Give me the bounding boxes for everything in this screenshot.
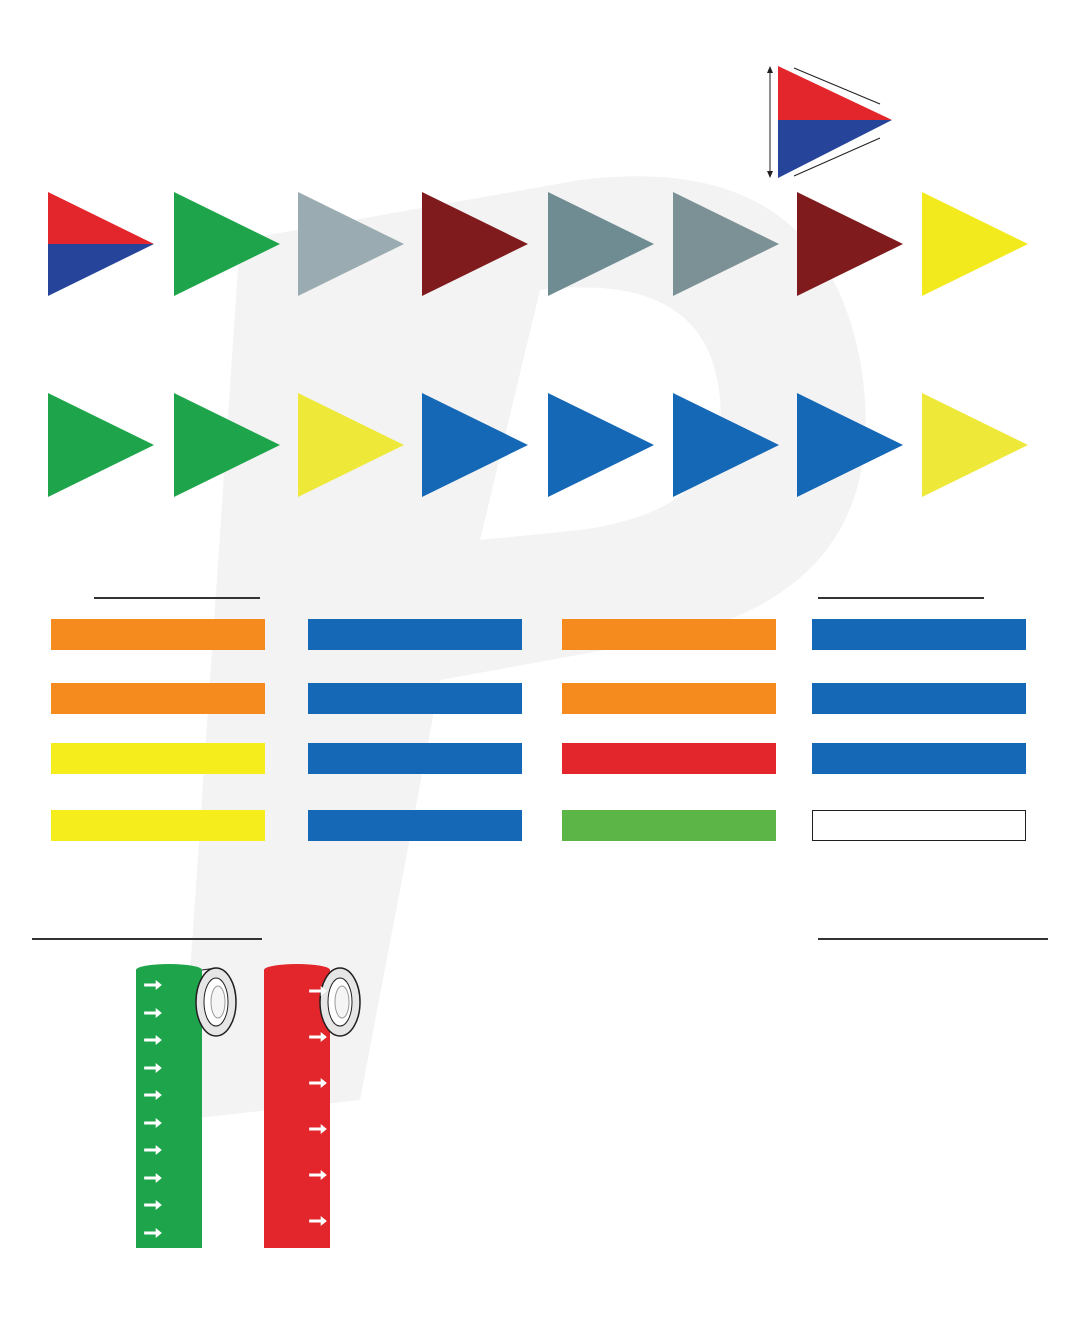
roll-band-text: [140, 1008, 164, 1021]
cable-label: [812, 810, 1026, 841]
arrow-right-icon: [142, 1008, 164, 1021]
arrow-right-icon: [308, 1124, 328, 1137]
arrow-right-icon: [142, 1063, 164, 1076]
cable-label: [562, 810, 776, 841]
arrow-right-icon: [308, 1078, 328, 1091]
arrow-right-icon: [142, 1200, 164, 1213]
flag-sa: [48, 192, 156, 300]
arrow-right-icon: [308, 986, 328, 999]
flag-ea: [797, 393, 905, 501]
arrow-right-icon: [142, 980, 164, 993]
roll-band-text: [268, 1114, 326, 1127]
green-tape-roll: [132, 962, 242, 1252]
flag-sa: [48, 393, 156, 501]
cable-label: [308, 683, 522, 714]
flag-ke: [548, 192, 656, 300]
roll-band-text: [268, 976, 326, 989]
cable-label: [812, 683, 1026, 714]
electrical-rule-right: [818, 597, 984, 599]
roll-band-text: [140, 1063, 164, 1076]
roll-band-text: [268, 1206, 326, 1219]
arrow-right-icon: [142, 1228, 164, 1241]
cable-label: [812, 619, 1026, 650]
arrow-right-icon: [142, 1035, 164, 1048]
arrow-right-icon: [308, 1032, 328, 1045]
cable-label: [51, 743, 265, 774]
roll-band-text: [140, 1145, 164, 1158]
cable-label: [562, 743, 776, 774]
arrow-right-icon: [142, 1118, 164, 1131]
roll-band-text: [140, 1228, 164, 1241]
arrow-right-icon: [308, 1170, 328, 1183]
cable-label: [51, 619, 265, 650]
flag-ma: [922, 192, 1030, 300]
roll-band-text: [140, 1118, 164, 1131]
electrical-rule-left: [94, 597, 260, 599]
roll-band-text: [140, 1035, 164, 1048]
cable-label: [308, 743, 522, 774]
roll-band-text: [140, 980, 164, 993]
roll-band-text: [268, 1068, 326, 1081]
flag-ke: [548, 393, 656, 501]
cable-label: [51, 683, 265, 714]
cable-label: [308, 619, 522, 650]
flag-fa: [174, 393, 282, 501]
cable-label: [308, 810, 522, 841]
arrow-right-icon: [142, 1173, 164, 1186]
red-tape-roll: [260, 962, 370, 1252]
sample-flag-diagram: [750, 62, 900, 182]
arrow-right-icon: [142, 1145, 164, 1158]
roll-band-text: [140, 1090, 164, 1103]
bands-rule-left: [32, 938, 262, 940]
flag-te: [422, 192, 530, 300]
flag-ma: [922, 393, 1030, 501]
flag-fa: [174, 192, 282, 300]
roll-band-text: [140, 1200, 164, 1213]
flag-ra: [298, 393, 406, 501]
arrow-right-icon: [142, 1090, 164, 1103]
cable-label: [51, 810, 265, 841]
roll-band-text: [268, 1022, 326, 1035]
flag-ra: [298, 192, 406, 300]
arrow-right-icon: [308, 1216, 328, 1229]
flag-se: [673, 393, 781, 501]
cable-label: [562, 683, 776, 714]
flag-te: [422, 393, 530, 501]
cable-label: [562, 619, 776, 650]
roll-band-text: [140, 1173, 164, 1186]
roll-band-text: [268, 1160, 326, 1173]
cable-label: [812, 743, 1026, 774]
flag-ea: [797, 192, 905, 300]
bands-rule-right: [818, 938, 1048, 940]
flag-se: [673, 192, 781, 300]
